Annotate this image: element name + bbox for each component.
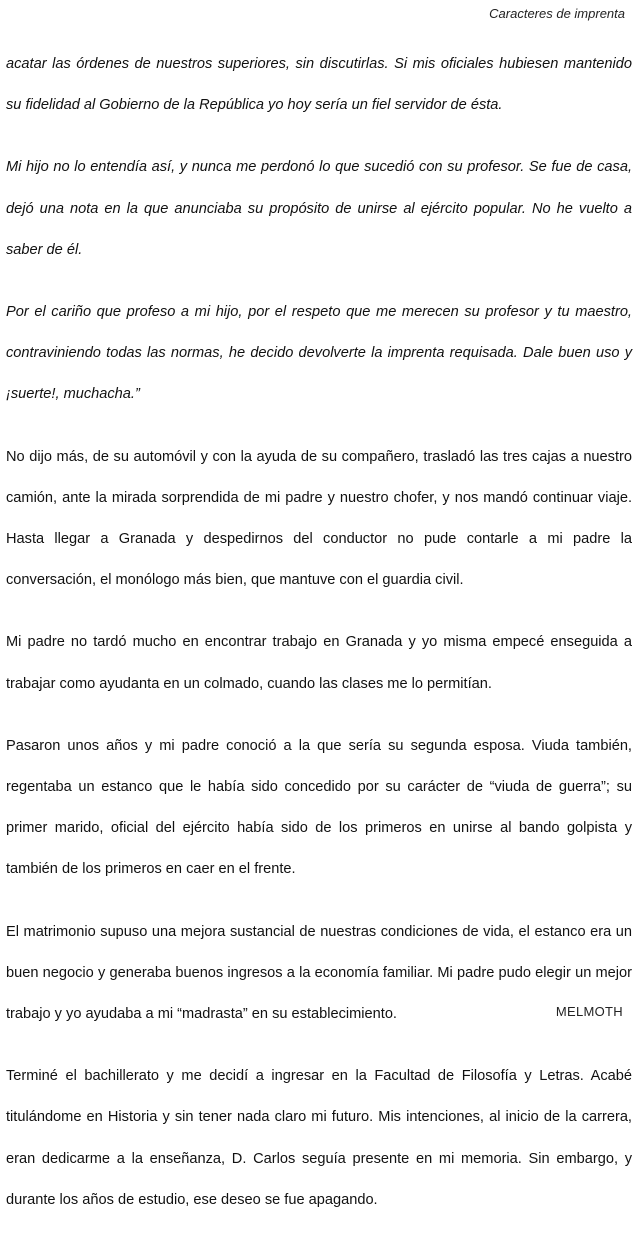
paragraph-7: El matrimonio supuso una mejora sustancial de nuestras condiciones de vida, el estanco era un buen negocio y generaba buenos ingresos a la economía familiar. Mi padre pudo elegir un mejor trabajo y yo ayudaba a mi “madrasta” en su establecimiento. <box>6 923 632 1023</box>
paragraph-2: Mi hijo no lo entendía así, y nunca me perdonó lo que sucedió con su profesor. Se fue de casa, dejó una nota en la que anunciaba su propósito de unirse al ejército popular. No he vuelto a saber de él. <box>6 159 632 258</box>
paragraph-6: Pasaron unos años y mi padre conoció a la que sería su segunda esposa. Viuda también, regentaba un estanco que le había sido concedido por su carácter de “viuda de guerra”; su primer marido, oficial del ejército había sido de los primeros en unirse al bando golpista y también de los primeros en caer en el frente. <box>6 737 632 878</box>
paragraph-1: acatar las órdenes de nuestros superiores, sin discutirlas. Si mis oficiales hubiesen mantenido su fidelidad al Gobierno de la República yo hoy sería un fiel servidor de ésta. <box>6 56 632 114</box>
paragraph-3: Por el cariño que profeso a mi hijo, por el respeto que me merecen su profesor y tu maestro, contraviniendo todas las normas, he decido devolverte la imprenta requisada. Dale buen uso y ¡suerte!, muchacha.” <box>6 304 632 403</box>
paragraph-5: Mi padre no tardó mucho en encontrar trabajo en Granada y yo misma empecé enseguida a trabajar como ayudanta en un colmado, cuando las clases me lo permitían. <box>6 634 632 692</box>
body-text <box>6 44 632 1242</box>
author-footer: MELMOTH <box>555 1004 623 1019</box>
paragraph-8: Terminé el bachillerato y me decidí a ingresar en la Facultad de Filosofía y Letras. Acabé titulándome en Historia y sin tener nada claro mi futuro. Mis intenciones, al inicio de la carrera, eran dedicarme a la enseñanza, D. Carlos seguía presente en mi memoria. Sin embargo, y durante los años de estudio, ese deseo se fue apagando. <box>6 1068 632 1208</box>
running-header: Caracteres de imprenta <box>489 6 625 21</box>
paragraph-4: No dijo más, de su automóvil y con la ayuda de su compañero, trasladó las tres cajas a nuestro camión, ante la mirada sorprendida de mi padre y nuestro chofer, y nos mandó continuar viaje. Hasta llegar a Granada y despedirnos del conductor no pude contarle a mi padre la conversación, el monólogo más bien, que mantuve con el guardia civil. <box>6 448 632 589</box>
